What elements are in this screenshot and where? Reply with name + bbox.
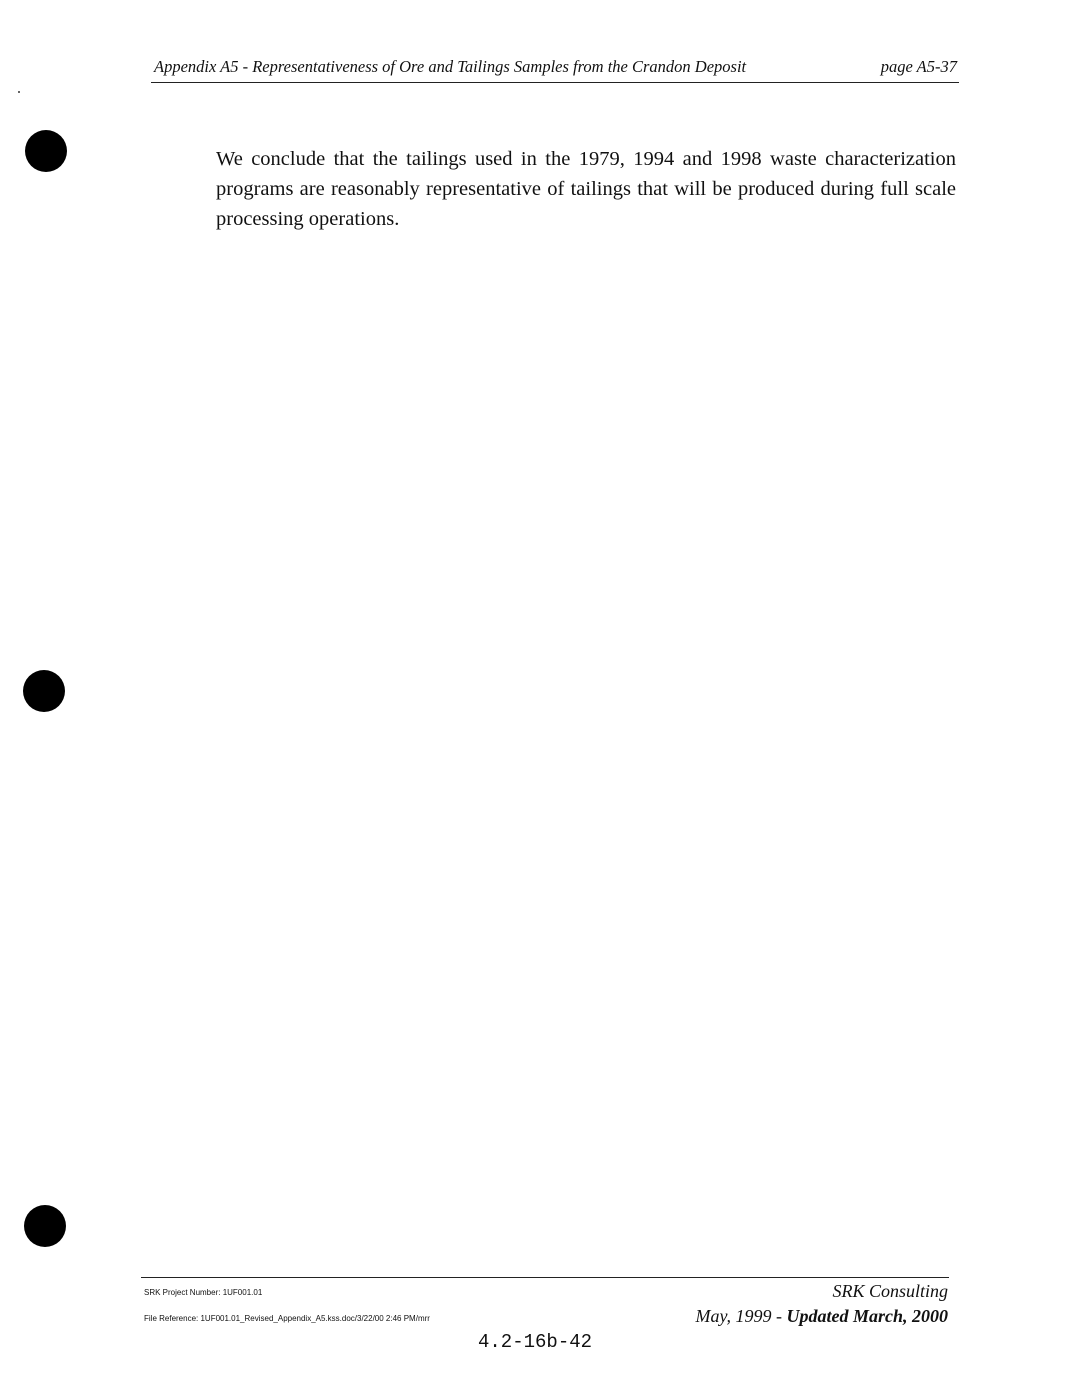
binder-hole-top	[25, 130, 67, 172]
footer-date	[696, 1306, 948, 1327]
page-number: 4.2-16b-42	[478, 1331, 593, 1353]
page-header	[151, 57, 959, 81]
footer-file-reference: File Reference: 1UF001.01_Revised_Appendix_A5.kss.doc/3/22/00 2:46 PM/mrr	[144, 1314, 430, 1323]
footer-date-updated: Updated March, 2000	[786, 1306, 948, 1326]
footer-project-number: SRK Project Number: 1UF001.01	[144, 1288, 263, 1297]
header-rule	[151, 82, 959, 83]
binder-hole-bottom	[24, 1205, 66, 1247]
binder-hole-middle	[23, 670, 65, 712]
body-paragraph: We conclude that the tailings used in the 1979, 1994 and 1998 waste characterization programs are reasonably representative of tailings that will be produced during full scale processing operations.	[216, 148, 956, 230]
footer-company: SRK Consulting	[832, 1281, 948, 1301]
footer-rule	[141, 1277, 949, 1278]
header-title: Appendix A5 - Representativeness of Ore and Tailings Samples from the Crandon Deposit	[154, 57, 747, 76]
header-page-label: page A5-37	[880, 57, 957, 76]
footer-date-prefix: May, 1999 -	[695, 1306, 787, 1326]
scan-speck	[18, 91, 20, 93]
